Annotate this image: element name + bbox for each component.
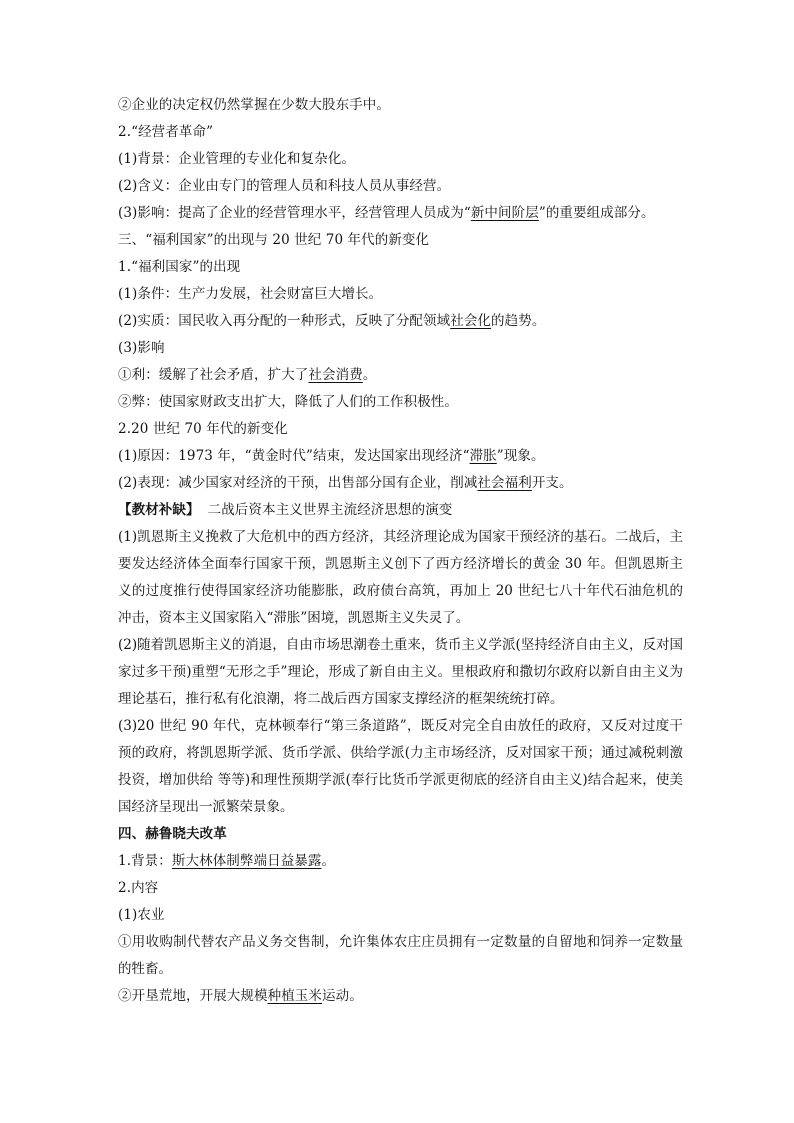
text-line: (1)条件：生产力发展，社会财富巨大增长。 bbox=[118, 286, 383, 302]
subheading: 2.20 世纪 70 年代的新变化 bbox=[118, 421, 288, 437]
supplement-heading bbox=[118, 497, 683, 524]
underlined-term: 新中间阶层 bbox=[470, 205, 539, 221]
text-line: (1)背景：企业管理的专业化和复杂化。 bbox=[118, 151, 356, 167]
text-line bbox=[118, 308, 683, 335]
text-line: ②弊：使国家财政支出扩大，降低了人们的工作积极性。 bbox=[118, 394, 458, 410]
text-span: 运动。 bbox=[322, 988, 363, 1004]
text-line: (2)含义：企业由专门的管理人员和科技人员从事经营。 bbox=[118, 178, 451, 194]
section-heading: 四、赫鲁晓夫改革 bbox=[118, 826, 227, 842]
paragraph-neoliberalism: (2)随着凯恩斯主义的消退，自由市场思潮卷土重来，货币主义学派(坚持经济自由主义，反对国家过多干预)重塑“无形之手”理论，形成了新自由主义。里根政府和撒切尔政府以新自由主义为理论基石，推行私有化浪潮，将二战后西方国家支撑经济的框架统统打碎。 bbox=[118, 637, 683, 707]
text-span: ②开垦荒地，开展大规模 bbox=[118, 988, 268, 1004]
text-span: 开支。 bbox=[531, 475, 573, 491]
underlined-term: 社会化 bbox=[450, 313, 492, 329]
text-span: ”现象。 bbox=[496, 448, 545, 464]
underlined-term: 种植玉米 bbox=[267, 988, 323, 1004]
text-span: 。 bbox=[362, 367, 377, 383]
underlined-term: 社会福利 bbox=[477, 475, 532, 491]
text-span: 。 bbox=[321, 853, 336, 869]
underlined-term: 斯大林体制弊端日益暴露 bbox=[171, 853, 322, 869]
text-span: 的趋势。 bbox=[491, 313, 546, 329]
text-line bbox=[118, 200, 683, 227]
text-line bbox=[118, 362, 683, 389]
section-heading: 三、“福利国家”的出现与 20 世纪 70 年代的新变化 bbox=[118, 232, 430, 248]
text-line bbox=[118, 443, 683, 470]
paragraph-keynes: (1)凯恩斯主义挽救了大危机中的西方经济，其经济理论成为国家干预经济的基石。二战后，主要发达经济体全面奉行国家干预，凯恩斯主义创下了西方经济增长的黄金 30 年。但凯恩斯主义的过度推行使得国家经济功能膨胀，政府债台高筑，再加上 20 世纪七八十年代石油危机的冲击，资本主义国家陷入“滞胀”困境，凯恩斯主义失灵了。 bbox=[118, 529, 683, 626]
subheading: 2.“经营者革命” bbox=[118, 124, 214, 140]
text-span: (3)影响：提高了企业的经营管理水平，经营管理人员成为“ bbox=[118, 205, 471, 221]
document-page bbox=[118, 92, 683, 1010]
text-line: (3)影响 bbox=[118, 340, 165, 356]
underlined-term: 滞胀 bbox=[469, 448, 497, 464]
text-line bbox=[118, 470, 683, 497]
supplement-label: 【教材补缺】 bbox=[118, 502, 200, 518]
text-span: (2)实质：国民收入再分配的一种形式，反映了分配领域 bbox=[118, 313, 451, 329]
paragraph-agri-item1: ①用收购制代替农产品义务交售制，允许集体农庄庄员拥有一定数量的自留地和饲养一定数量的牲畜。 bbox=[118, 934, 683, 977]
subheading: 1.“福利国家”的出现 bbox=[118, 259, 241, 275]
subheading: 2.内容 bbox=[118, 880, 159, 896]
text-line bbox=[118, 983, 683, 1010]
text-line: ②企业的决定权仍然掌握在少数大股东手中。 bbox=[118, 97, 390, 113]
supplement-title: 二战后资本主义世界主流经济思想的演变 bbox=[207, 502, 453, 518]
text-span: ①利：缓解了社会矛盾，扩大了 bbox=[118, 367, 309, 383]
text-line: (1)农业 bbox=[118, 907, 165, 923]
text-span: (1)原因：1973 年，“黄金时代”结束，发达国家出现经济“ bbox=[118, 448, 470, 464]
text-line bbox=[118, 848, 683, 875]
paragraph-third-way: (3)20 世纪 90 年代，克林顿奉行“第三条道路”，既反对完全自由放任的政府，又反对过度干预的政府，将凯恩斯学派、货币学派、供给学派(力主市场经济，反对国家干预；通过减税刺激投资，增加供给 等等)和理性预期学派(奉行比货币学派更彻底的经济自由主义)结合起来，使美国经济呈现出一派繁荣景象。 bbox=[118, 718, 683, 815]
text-span: 1.背景： bbox=[118, 853, 172, 869]
text-span: (2)表现：减少国家对经济的干预，出售部分国有企业，削减 bbox=[118, 475, 478, 491]
underlined-term: 社会消费 bbox=[308, 367, 363, 383]
text-span: ”的重要组成部分。 bbox=[538, 205, 655, 221]
